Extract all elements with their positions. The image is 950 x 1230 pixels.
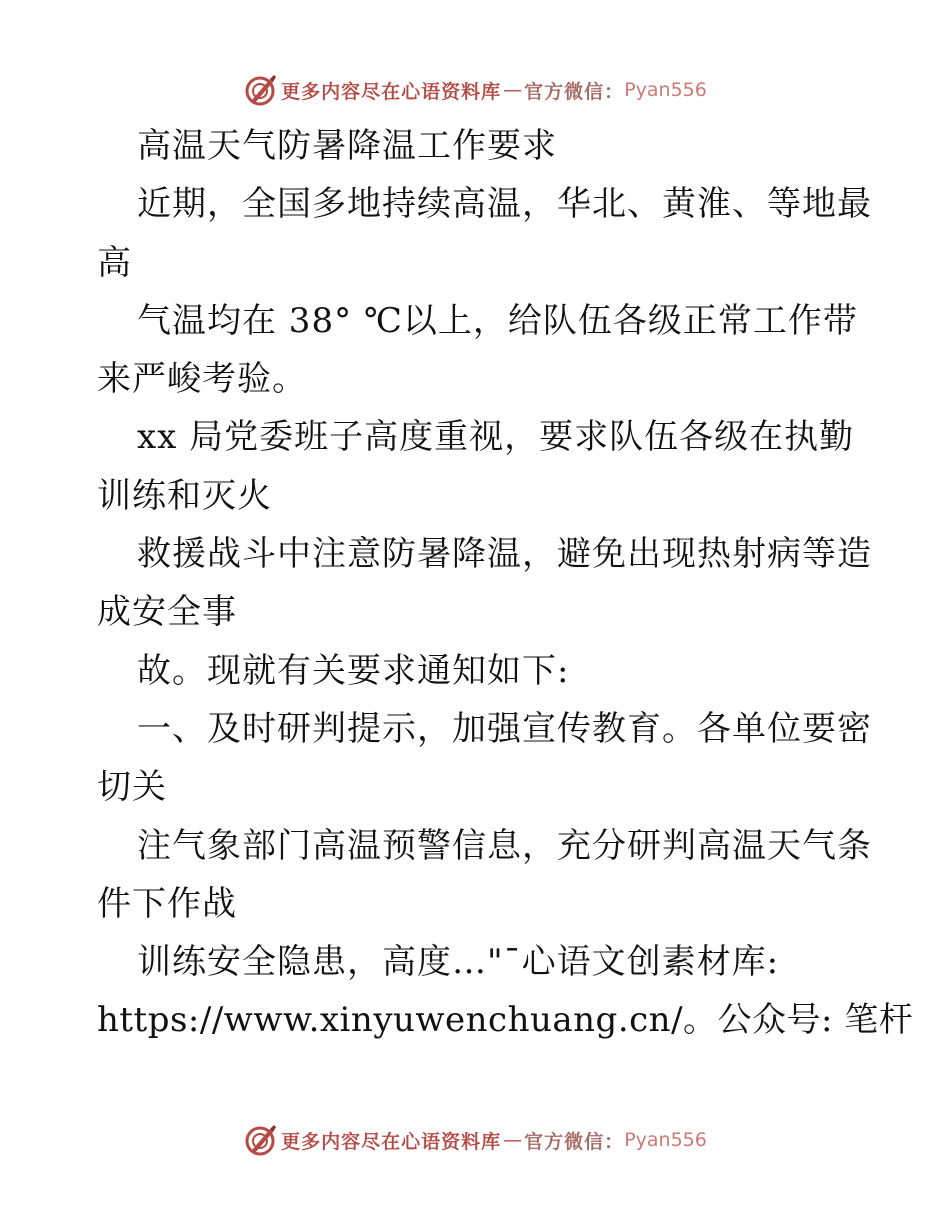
text-line: 高 xyxy=(97,242,132,283)
text-line: 切关 xyxy=(97,767,167,808)
document-title: 高温天气防暑降温工作要求 xyxy=(137,126,557,166)
header-slogan: 更多内容尽在心语资料库 xyxy=(281,80,502,103)
header-wechat-label: 官方微信： xyxy=(524,80,625,103)
header-watermark-banner xyxy=(0,70,950,110)
text-line: 救援战斗中注意防暑降温，避免出现热射病等造 xyxy=(137,534,872,575)
text-line-url: https://www.xinyuwenchuang.cn/。公众号: 笔杆 xyxy=(97,1000,914,1041)
footer-wechat-label: 官方微信： xyxy=(524,1130,625,1153)
footer-slogan: 更多内容尽在心语资料库 xyxy=(281,1130,502,1153)
header-wechat-id: Pyan556 xyxy=(624,79,707,101)
text-line: 训练安全隐患，高度…"¯心语文创素材库: xyxy=(137,942,780,983)
footer-watermark-banner xyxy=(0,1120,950,1160)
text-line: 件下作战 xyxy=(97,883,237,924)
text-line: xx 局党委班子高度重视，要求队伍各级在执勤 xyxy=(137,417,855,458)
text-line: 来严峻考验。 xyxy=(97,359,307,400)
text-line: 成安全事 xyxy=(97,592,237,633)
pen-logo-icon xyxy=(243,73,277,107)
header-dash: — xyxy=(503,79,523,101)
text-line: 注气象部门高温预警信息，充分研判高温天气条 xyxy=(137,825,872,866)
document-body xyxy=(97,117,914,1050)
text-line: 近期，全国多地持续高温，华北、黄淮、等地最 xyxy=(137,184,872,225)
text-line: 训练和灭火 xyxy=(97,475,272,516)
text-line: 一、及时研判提示，加强宣传教育。各单位要密 xyxy=(137,708,872,749)
text-line: 气温均在 38° ℃以上，给队伍各级正常工作带 xyxy=(137,300,858,341)
pen-logo-icon xyxy=(243,1123,277,1157)
footer-wechat-id: Pyan556 xyxy=(624,1129,707,1151)
text-line: 故。现就有关要求通知如下: xyxy=(137,650,570,691)
footer-dash: — xyxy=(503,1129,523,1151)
